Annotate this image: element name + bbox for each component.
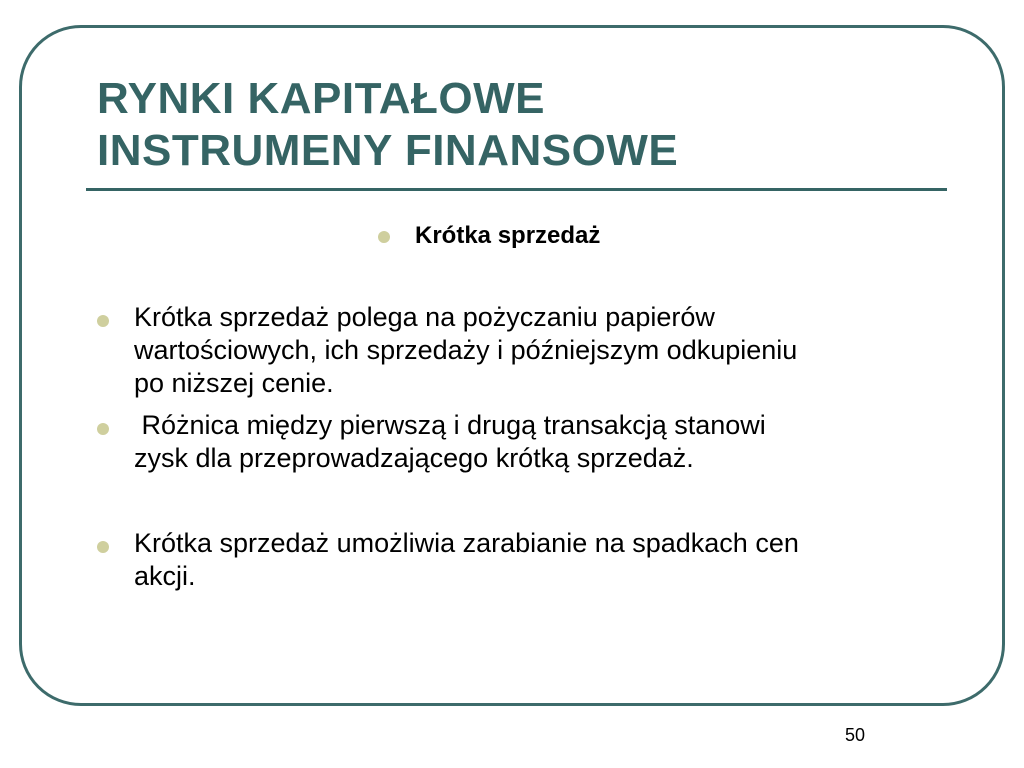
title-line-2: INSTRUMENY FINANSOWE [97,126,679,175]
title-divider [86,188,947,191]
page-number: 50 [845,725,866,745]
bullet-icon [97,541,109,553]
subheading-bullet-icon [378,231,390,243]
bullet-icon [97,423,109,435]
bullet-text-3: Krótka sprzedaż umożliwia zarabianie na spadkach cen akcji. [134,528,799,591]
subheading: Krótka sprzedaż [415,222,601,249]
bullet-text-2: Różnica między pierwszą i drugą transakcją stanowi zysk dla przeprowadzającego krótką sprzedaż. [134,410,766,473]
bullet-icon [97,315,109,327]
bullet-text-1: Krótka sprzedaż polega na pożyczaniu papierów wartościowych, ich sprzedaży i późniejszym odkupieniu po niższej cenie. [134,302,798,398]
title-line-1: RYNKI KAPITAŁOWE [97,74,545,123]
slide-title [97,73,947,177]
